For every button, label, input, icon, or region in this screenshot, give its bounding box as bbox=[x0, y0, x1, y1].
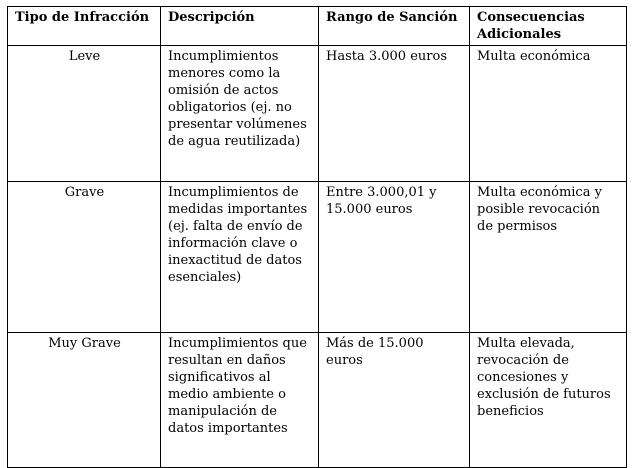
cell-rango: Entre 3.000,01 y 15.000 euros bbox=[319, 182, 470, 333]
table-row bbox=[8, 182, 627, 333]
cell-rango: Más de 15.000 euros bbox=[319, 333, 470, 468]
cell-tipo: Leve bbox=[8, 46, 161, 182]
cell-consecuencias: Multa económica y posible revocación de permisos bbox=[470, 182, 627, 333]
cell-consecuencias: Multa elevada, revocación de concesiones y exclusión de futuros beneficios bbox=[470, 333, 627, 468]
header-descripcion: Descripción bbox=[161, 7, 319, 46]
cell-tipo: Grave bbox=[8, 182, 161, 333]
table-row bbox=[8, 333, 627, 468]
header-rango: Rango de Sanción bbox=[319, 7, 470, 46]
cell-descripcion: Incumplimientos menores como la omisión de actos obligatorios (ej. no presentar volúmenes de agua reutilizada) bbox=[161, 46, 319, 182]
cell-tipo: Muy Grave bbox=[8, 333, 161, 468]
header-consecuencias: Consecuencias Adicionales bbox=[470, 7, 627, 46]
cell-rango: Hasta 3.000 euros bbox=[319, 46, 470, 182]
cell-descripcion: Incumplimientos que resultan en daños significativos al medio ambiente o manipulación de datos importantes bbox=[161, 333, 319, 468]
table-header-row bbox=[8, 7, 627, 46]
sanctions-table bbox=[7, 6, 627, 468]
header-tipo: Tipo de Infracción bbox=[8, 7, 161, 46]
cell-consecuencias: Multa económica bbox=[470, 46, 627, 182]
table-row bbox=[8, 46, 627, 182]
cell-descripcion: Incumplimientos de medidas importantes (ej. falta de envío de información clave o inexactitud de datos esenciales) bbox=[161, 182, 319, 333]
